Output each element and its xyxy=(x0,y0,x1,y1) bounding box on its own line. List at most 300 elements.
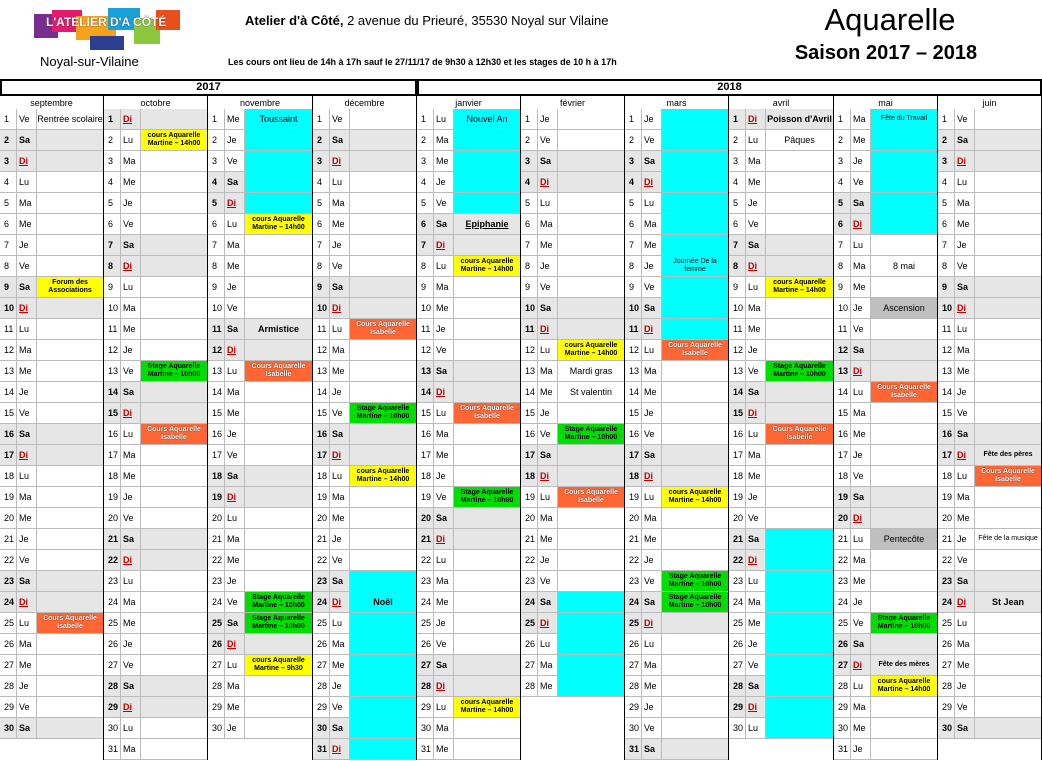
day-abbr: Ma xyxy=(123,744,136,754)
day-abbr: Sa xyxy=(332,135,344,145)
day-abbr: Di xyxy=(19,303,28,313)
day-of-week xyxy=(17,277,37,298)
day-abbr: Ma xyxy=(644,513,657,523)
day-number: 14 xyxy=(938,382,955,403)
day-of-week xyxy=(642,403,662,424)
atelier-name: Atelier d'à Côté, xyxy=(245,13,344,28)
day-of-week xyxy=(955,340,975,361)
day-of-week xyxy=(17,529,37,550)
day-number: 24 xyxy=(938,592,955,613)
event-label: Noël xyxy=(373,597,393,607)
day-abbr: Lu xyxy=(123,723,134,733)
day-of-week xyxy=(121,277,141,298)
day-of-week xyxy=(642,424,662,445)
day-number: 26 xyxy=(313,634,330,655)
day-of-week xyxy=(330,151,350,172)
day-number: 10 xyxy=(104,298,121,319)
day-event-cell xyxy=(662,634,729,655)
day-of-week xyxy=(851,172,871,193)
day-number: 18 xyxy=(625,466,642,487)
day-of-week xyxy=(642,571,662,592)
day-event-cell xyxy=(558,130,625,151)
day-event-cell xyxy=(662,676,729,697)
month-header: juin xyxy=(938,97,1042,109)
day-event-cell xyxy=(871,319,938,340)
day-number: 13 xyxy=(313,361,330,382)
day-number: 27 xyxy=(729,655,746,676)
day-of-week xyxy=(538,319,558,340)
day-event-cell xyxy=(454,340,521,361)
day-of-week xyxy=(955,613,975,634)
day-of-week xyxy=(538,676,558,697)
day-abbr: Sa xyxy=(957,429,969,439)
day-abbr: Me xyxy=(123,471,136,481)
day-abbr: Ma xyxy=(748,303,761,313)
day-event-cell xyxy=(558,466,625,487)
day-abbr: Ve xyxy=(853,471,864,481)
day-abbr: Ve xyxy=(644,723,655,733)
day-event-cell xyxy=(454,319,521,340)
day-number: 30 xyxy=(625,718,642,739)
day-of-week xyxy=(17,109,37,130)
day-number: 19 xyxy=(625,487,642,508)
day-event-cell xyxy=(37,550,104,571)
day-event-cell xyxy=(975,697,1042,718)
day-event-cell xyxy=(454,151,521,172)
day-event-cell xyxy=(454,487,521,508)
day-number: 19 xyxy=(0,487,17,508)
day-number: 6 xyxy=(313,214,330,235)
day-event-cell xyxy=(141,550,208,571)
day-number: 22 xyxy=(625,550,642,571)
day-abbr: Lu xyxy=(957,324,968,334)
day-abbr: Je xyxy=(540,408,550,418)
event-label: Epiphanie xyxy=(465,219,509,229)
day-abbr: Ma xyxy=(644,219,657,229)
day-event-cell xyxy=(766,403,834,424)
day-of-week xyxy=(538,655,558,676)
day-event-cell xyxy=(558,487,625,508)
day-abbr: Ve xyxy=(123,660,134,670)
day-number: 15 xyxy=(0,403,17,424)
day-of-week xyxy=(538,382,558,403)
day-of-week xyxy=(746,235,766,256)
day-of-week xyxy=(330,697,350,718)
day-number: 28 xyxy=(313,676,330,697)
day-number: 3 xyxy=(938,151,955,172)
day-number: 21 xyxy=(938,529,955,550)
day-number: 24 xyxy=(417,592,434,613)
day-abbr: Me xyxy=(332,219,345,229)
day-event-cell xyxy=(350,487,417,508)
day-number: 18 xyxy=(938,466,955,487)
day-number: 20 xyxy=(104,508,121,529)
day-number: 23 xyxy=(834,571,851,592)
day-abbr: Me xyxy=(332,660,345,670)
day-of-week xyxy=(121,256,141,277)
day-event-cell xyxy=(141,613,208,634)
day-abbr: Lu xyxy=(19,471,30,481)
day-event-cell xyxy=(350,193,417,214)
day-number: 20 xyxy=(938,508,955,529)
day-abbr: Je xyxy=(748,345,758,355)
day-abbr: Sa xyxy=(540,303,552,313)
day-event-cell xyxy=(975,319,1042,340)
day-number: 13 xyxy=(0,361,17,382)
event-label: Cours Aquarelle Isabelle xyxy=(147,426,201,441)
day-event-cell xyxy=(871,256,938,277)
day-event-cell xyxy=(766,361,834,382)
day-of-week xyxy=(955,424,975,445)
day-of-week xyxy=(955,109,975,130)
day-abbr: Di xyxy=(332,597,341,607)
day-abbr: Sa xyxy=(748,387,760,397)
day-event-cell xyxy=(37,235,104,256)
day-of-week xyxy=(642,214,662,235)
day-abbr: Je xyxy=(748,198,758,208)
day-of-week xyxy=(955,214,975,235)
day-abbr: Je xyxy=(332,387,342,397)
day-of-week xyxy=(955,697,975,718)
day-of-week xyxy=(330,655,350,676)
day-of-week xyxy=(225,487,245,508)
day-abbr: Lu xyxy=(19,324,30,334)
day-number: 8 xyxy=(938,256,955,277)
day-abbr: Ma xyxy=(19,345,32,355)
month-header: décembre xyxy=(313,97,417,109)
day-number: 2 xyxy=(208,130,225,151)
day-abbr: Ma xyxy=(332,639,345,649)
day-event-cell xyxy=(558,214,625,235)
day-abbr: Ma xyxy=(123,450,136,460)
day-number: 1 xyxy=(938,109,955,130)
day-event-cell xyxy=(766,319,834,340)
day-event-cell xyxy=(37,466,104,487)
day-event-cell xyxy=(245,130,313,151)
day-of-week xyxy=(121,655,141,676)
day-number: 26 xyxy=(625,634,642,655)
day-number: 18 xyxy=(313,466,330,487)
day-of-week xyxy=(746,193,766,214)
day-event-cell xyxy=(37,277,104,298)
day-of-week xyxy=(17,487,37,508)
day-of-week xyxy=(121,697,141,718)
day-number: 22 xyxy=(104,550,121,571)
day-event-cell xyxy=(975,613,1042,634)
day-abbr: Sa xyxy=(748,681,760,691)
day-number: 23 xyxy=(729,571,746,592)
day-number: 1 xyxy=(834,109,851,130)
day-number: 15 xyxy=(417,403,434,424)
day-abbr: Je xyxy=(853,597,863,607)
event-label: Poisson d'Avril xyxy=(767,114,832,124)
day-of-week xyxy=(121,718,141,739)
day-abbr: Sa xyxy=(853,198,865,208)
day-of-week xyxy=(642,445,662,466)
day-abbr: Je xyxy=(644,702,654,712)
day-of-week xyxy=(642,130,662,151)
day-number: 25 xyxy=(0,613,17,634)
day-abbr: Ma xyxy=(436,429,449,439)
logo-text: L'ATELIER D'A CÔTÉ xyxy=(46,15,167,29)
day-of-week xyxy=(121,340,141,361)
day-event-cell xyxy=(766,529,834,550)
day-abbr: Sa xyxy=(19,576,31,586)
event-label: cours Aquarelle Martine – 14h00 xyxy=(668,489,722,504)
day-of-week xyxy=(121,613,141,634)
day-abbr: Ma xyxy=(227,681,240,691)
day-of-week xyxy=(746,676,766,697)
day-abbr: Lu xyxy=(332,177,343,187)
day-number: 18 xyxy=(0,466,17,487)
event-label: cours Aquarelle Martine – 14h00 xyxy=(773,279,826,294)
day-abbr: Me xyxy=(540,240,553,250)
day-number: 29 xyxy=(208,697,225,718)
day-number: 27 xyxy=(417,655,434,676)
day-number: 3 xyxy=(625,151,642,172)
day-event-cell xyxy=(975,445,1042,466)
day-abbr: Lu xyxy=(19,618,30,628)
day-number: 11 xyxy=(313,319,330,340)
day-number: 4 xyxy=(834,172,851,193)
day-number: 4 xyxy=(729,172,746,193)
day-abbr: Je xyxy=(644,114,654,124)
day-of-week xyxy=(121,592,141,613)
day-number: 10 xyxy=(729,298,746,319)
day-of-week xyxy=(17,676,37,697)
day-event-cell xyxy=(141,676,208,697)
day-abbr: Je xyxy=(227,429,237,439)
day-event-cell xyxy=(37,130,104,151)
day-of-week xyxy=(434,529,454,550)
day-number: 20 xyxy=(729,508,746,529)
day-abbr: Me xyxy=(123,618,136,628)
day-abbr: Ve xyxy=(644,576,655,586)
day-abbr: Di xyxy=(19,156,28,166)
day-of-week xyxy=(330,529,350,550)
day-of-week xyxy=(955,676,975,697)
day-number: 29 xyxy=(625,697,642,718)
day-number: 21 xyxy=(417,529,434,550)
day-event-cell xyxy=(871,613,938,634)
day-event-cell xyxy=(766,508,834,529)
day-abbr: Sa xyxy=(957,135,969,145)
day-of-week xyxy=(746,361,766,382)
day-of-week xyxy=(121,424,141,445)
day-number: 24 xyxy=(521,592,538,613)
day-event-cell xyxy=(766,676,834,697)
day-number: 18 xyxy=(729,466,746,487)
day-of-week xyxy=(121,151,141,172)
day-number: 14 xyxy=(0,382,17,403)
day-number: 4 xyxy=(313,172,330,193)
day-of-week xyxy=(225,571,245,592)
event-label: Cours Aquarelle Isabelle xyxy=(460,405,514,420)
day-event-cell xyxy=(871,445,938,466)
day-abbr: Me xyxy=(19,513,32,523)
day-abbr: Ve xyxy=(644,282,655,292)
day-event-cell xyxy=(350,319,417,340)
event-label: Toussaint xyxy=(259,114,298,124)
day-of-week xyxy=(225,340,245,361)
day-of-week xyxy=(746,424,766,445)
day-abbr: Me xyxy=(436,597,449,607)
day-of-week xyxy=(17,193,37,214)
day-number: 30 xyxy=(104,718,121,739)
day-number: 13 xyxy=(625,361,642,382)
day-of-week xyxy=(434,424,454,445)
month-header: septembre xyxy=(0,97,104,109)
event-label: Stage Aquarelle Martine – 10h00 xyxy=(668,573,722,588)
day-number: 31 xyxy=(313,739,330,760)
day-abbr: Me xyxy=(853,723,866,733)
day-abbr: Me xyxy=(540,681,553,691)
day-event-cell xyxy=(454,193,521,214)
day-of-week xyxy=(538,529,558,550)
day-event-cell xyxy=(37,676,104,697)
day-of-week xyxy=(225,697,245,718)
day-of-week xyxy=(121,130,141,151)
day-event-cell xyxy=(558,382,625,403)
day-of-week xyxy=(955,466,975,487)
day-of-week xyxy=(538,424,558,445)
day-of-week xyxy=(955,592,975,613)
day-number: 20 xyxy=(625,508,642,529)
day-abbr: Sa xyxy=(123,534,135,544)
day-number: 1 xyxy=(521,109,538,130)
day-abbr: Lu xyxy=(123,576,134,586)
day-event-cell xyxy=(662,298,729,319)
day-abbr: Sa xyxy=(227,618,239,628)
day-number: 30 xyxy=(729,718,746,739)
day-event-cell xyxy=(141,340,208,361)
day-abbr: Ma xyxy=(332,345,345,355)
day-of-week xyxy=(851,487,871,508)
day-number: 22 xyxy=(208,550,225,571)
day-number: 22 xyxy=(313,550,330,571)
day-of-week xyxy=(225,151,245,172)
day-abbr: Lu xyxy=(748,576,759,586)
day-number: 15 xyxy=(834,403,851,424)
day-number: 23 xyxy=(0,571,17,592)
day-abbr: Me xyxy=(957,366,970,376)
day-event-cell xyxy=(141,424,208,445)
day-number: 8 xyxy=(313,256,330,277)
day-abbr: Ve xyxy=(748,366,759,376)
day-of-week xyxy=(225,382,245,403)
day-of-week xyxy=(538,277,558,298)
day-number: 27 xyxy=(208,655,225,676)
day-event-cell xyxy=(141,277,208,298)
day-abbr: Ve xyxy=(227,303,238,313)
day-of-week xyxy=(955,256,975,277)
day-abbr: Je xyxy=(748,639,758,649)
day-of-week xyxy=(17,718,37,739)
day-event-cell xyxy=(454,361,521,382)
day-event-cell xyxy=(350,361,417,382)
day-event-cell xyxy=(975,361,1042,382)
event-label: Pâques xyxy=(784,135,815,145)
day-number: 13 xyxy=(208,361,225,382)
day-event-cell xyxy=(454,403,521,424)
day-number: 16 xyxy=(521,424,538,445)
day-abbr: Je xyxy=(332,534,342,544)
day-abbr: Lu xyxy=(957,618,968,628)
day-event-cell xyxy=(350,508,417,529)
day-number: 26 xyxy=(834,634,851,655)
day-event-cell xyxy=(766,382,834,403)
day-of-week xyxy=(642,361,662,382)
day-abbr: Lu xyxy=(644,492,655,502)
day-abbr: Ve xyxy=(957,555,968,565)
day-of-week xyxy=(851,676,871,697)
day-event-cell xyxy=(454,298,521,319)
day-abbr: Je xyxy=(332,240,342,250)
day-number: 28 xyxy=(208,676,225,697)
day-of-week xyxy=(225,592,245,613)
day-number: 5 xyxy=(521,193,538,214)
day-event-cell xyxy=(141,172,208,193)
day-number: 5 xyxy=(313,193,330,214)
day-of-week xyxy=(538,340,558,361)
day-number: 7 xyxy=(208,235,225,256)
day-event-cell xyxy=(141,109,208,130)
event-label: St Jean xyxy=(991,597,1024,607)
day-abbr: Me xyxy=(436,156,449,166)
day-abbr: Je xyxy=(853,156,863,166)
day-abbr: Di xyxy=(332,450,341,460)
day-number: 19 xyxy=(417,487,434,508)
day-abbr: Je xyxy=(853,303,863,313)
day-event-cell xyxy=(141,739,208,760)
day-number: 20 xyxy=(521,508,538,529)
day-abbr: Je xyxy=(748,492,758,502)
day-of-week xyxy=(17,634,37,655)
day-event-cell xyxy=(871,592,938,613)
day-number: 21 xyxy=(0,529,17,550)
day-event-cell xyxy=(975,676,1042,697)
day-abbr: Di xyxy=(123,114,132,124)
day-abbr: Ma xyxy=(436,282,449,292)
day-event-cell xyxy=(662,718,729,739)
day-number: 28 xyxy=(834,676,851,697)
event-label: Journée De la femme xyxy=(673,258,717,273)
day-abbr: Je xyxy=(123,198,133,208)
day-number: 17 xyxy=(104,445,121,466)
day-number: 25 xyxy=(834,613,851,634)
day-event-cell xyxy=(871,424,938,445)
day-number: 9 xyxy=(729,277,746,298)
day-event-cell xyxy=(37,424,104,445)
day-event-cell xyxy=(662,697,729,718)
day-abbr: Me xyxy=(748,618,761,628)
day-number: 3 xyxy=(834,151,851,172)
day-of-week xyxy=(851,235,871,256)
day-abbr: Me xyxy=(19,366,32,376)
day-number: 5 xyxy=(625,193,642,214)
day-of-week xyxy=(955,235,975,256)
event-label: Stage Aquarelle Martine – 10h00 xyxy=(356,405,410,420)
day-abbr: Me xyxy=(540,534,553,544)
month-header: octobre xyxy=(104,97,208,109)
day-event-cell xyxy=(37,172,104,193)
day-abbr: Ma xyxy=(957,198,970,208)
day-of-week xyxy=(434,739,454,760)
day-number: 30 xyxy=(313,718,330,739)
day-number: 7 xyxy=(417,235,434,256)
event-label: cours Aquarelle Martine – 14h00 xyxy=(877,678,931,693)
day-event-cell xyxy=(766,445,834,466)
